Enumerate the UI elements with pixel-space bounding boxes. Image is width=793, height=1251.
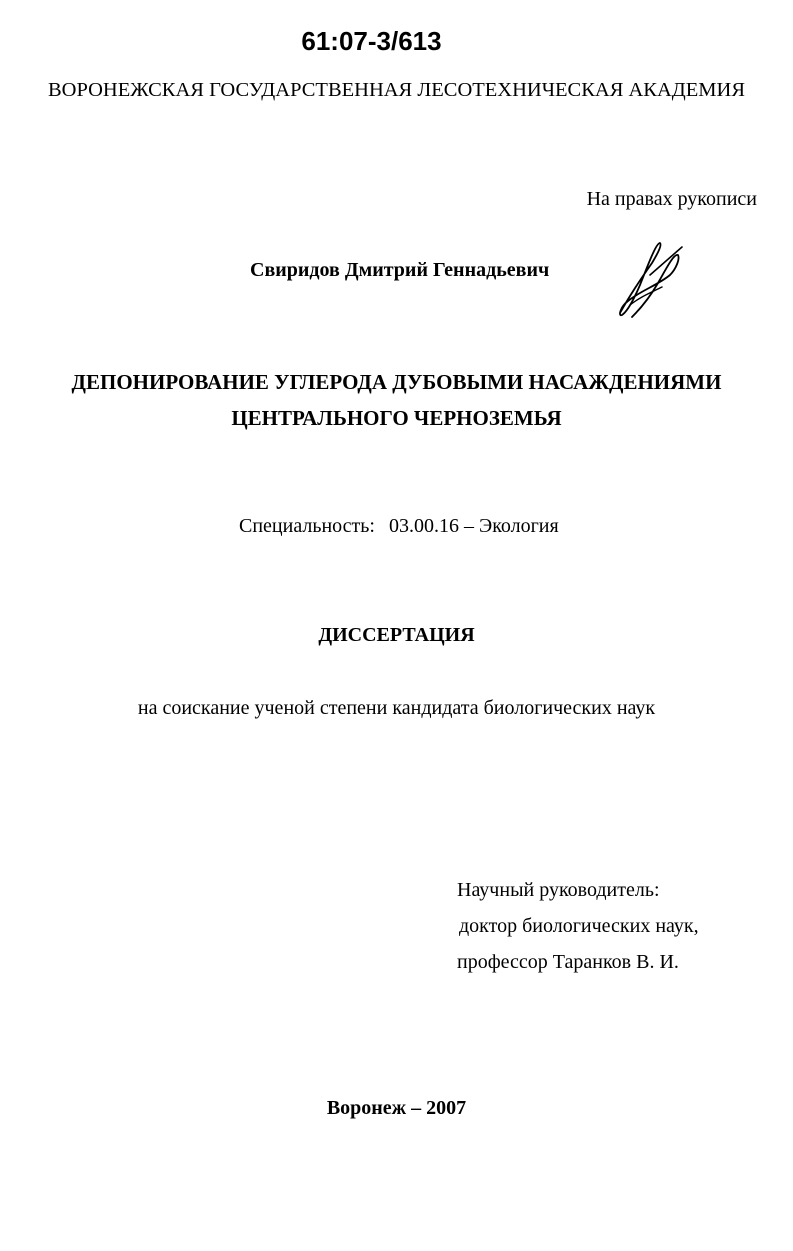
supervisor-degree: доктор биологических наук, xyxy=(459,915,699,937)
city-year: Воронеж – 2007 xyxy=(326,1097,467,1119)
specialty-label: Специальность: xyxy=(239,515,375,537)
rights-note: На правах рукописи xyxy=(586,188,757,210)
specialty-value: 03.00.16 – Экология xyxy=(388,515,559,537)
institution-name: ВОРОНЕЖСКАЯ ГОСУДАРСТВЕННАЯ ЛЕСОТЕХНИЧЕСКАЯ АКАДЕМИЯ xyxy=(48,79,745,101)
catalog-number: 61:07-3/613 xyxy=(301,26,442,56)
specialty xyxy=(239,515,559,538)
signature-image xyxy=(610,235,690,320)
supervisor-name: профессор Таранков В. И. xyxy=(457,951,679,973)
supervisor-label: Научный руководитель: xyxy=(457,879,660,901)
thesis-title-line-2: ЦЕНТРАЛЬНОГО ЧЕРНОЗЕМЬЯ xyxy=(231,406,562,430)
thesis-title-line-1: ДЕПОНИРОВАНИЕ УГЛЕРОДА ДУБОВЫМИ НАСАЖДЕНИЯМИ xyxy=(71,370,722,394)
author-name: Свиридов Дмитрий Геннадьевич xyxy=(250,259,550,281)
degree-statement: на соискание ученой степени кандидата биологических наук xyxy=(137,697,656,719)
document-type: ДИССЕРТАЦИЯ xyxy=(318,624,475,646)
